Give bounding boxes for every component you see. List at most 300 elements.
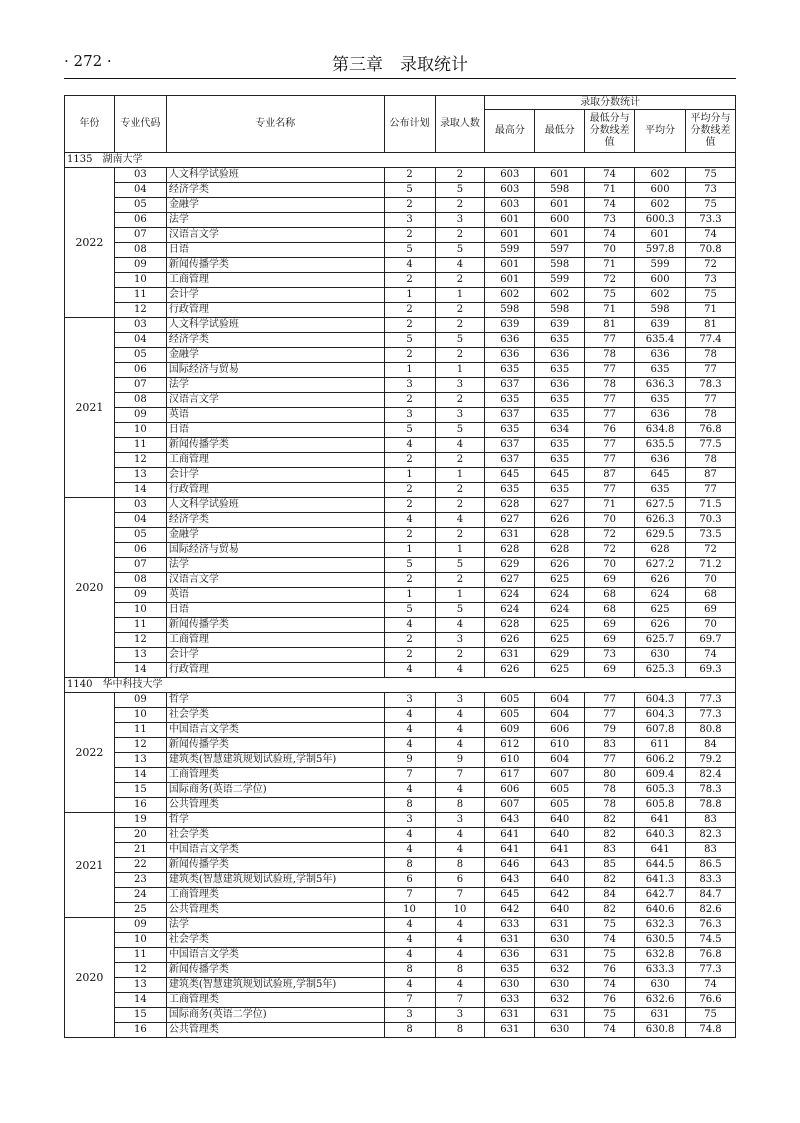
avg-diff-cell: 81 <box>686 318 736 333</box>
max-score-cell: 630 <box>485 978 535 993</box>
table-row <box>65 573 736 588</box>
min-score-cell: 640 <box>535 813 585 828</box>
admitted-cell: 2 <box>435 228 485 243</box>
code-cell: 05 <box>114 198 166 213</box>
max-score-cell: 645 <box>485 468 535 483</box>
avg-score-cell: 639 <box>635 318 686 333</box>
major-name-cell: 新闻传播学类 <box>166 858 384 873</box>
min-score-cell: 635 <box>535 363 585 378</box>
table-row <box>65 618 736 633</box>
avg-score-cell: 624 <box>635 588 686 603</box>
avg-score-cell: 635 <box>635 393 686 408</box>
avg-score-cell: 636.3 <box>635 378 686 393</box>
major-name-cell: 日语 <box>166 423 384 438</box>
min-diff-cell: 83 <box>585 843 635 858</box>
avg-score-cell: 609.4 <box>635 768 686 783</box>
table-row <box>65 483 736 498</box>
max-score-cell: 636 <box>485 333 535 348</box>
major-name-cell: 经济学类 <box>166 183 384 198</box>
table-row <box>65 393 736 408</box>
min-diff-cell: 82 <box>585 813 635 828</box>
page-number: · 272 · <box>64 52 112 70</box>
plan-cell: 4 <box>384 738 435 753</box>
table-row <box>65 543 736 558</box>
plan-cell: 8 <box>384 858 435 873</box>
min-score-cell: 632 <box>535 993 585 1008</box>
table-row <box>65 828 736 843</box>
admitted-cell: 6 <box>435 873 485 888</box>
max-score-cell: 599 <box>485 243 535 258</box>
admitted-cell: 5 <box>435 183 485 198</box>
min-diff-cell: 79 <box>585 723 635 738</box>
major-name-cell: 国际经济与贸易 <box>166 363 384 378</box>
code-cell: 14 <box>114 663 166 678</box>
min-score-cell: 640 <box>535 873 585 888</box>
admitted-cell: 4 <box>435 918 485 933</box>
table-row <box>65 768 736 783</box>
plan-cell: 4 <box>384 723 435 738</box>
code-cell: 25 <box>114 903 166 918</box>
max-score-cell: 642 <box>485 903 535 918</box>
code-cell: 13 <box>114 753 166 768</box>
year-cell: 2020 <box>65 498 115 678</box>
table-row <box>65 198 736 213</box>
avg-diff-cell: 82.3 <box>686 828 736 843</box>
table-row <box>65 288 736 303</box>
min-diff-cell: 76 <box>585 993 635 1008</box>
min-diff-cell: 74 <box>585 978 635 993</box>
admitted-cell: 9 <box>435 753 485 768</box>
min-diff-cell: 77 <box>585 363 635 378</box>
table-row <box>65 1008 736 1023</box>
table-row <box>65 813 736 828</box>
table-row <box>65 243 736 258</box>
chapter-title: 第三章 录取统计 <box>332 55 468 75</box>
min-diff-cell: 71 <box>585 498 635 513</box>
min-score-cell: 636 <box>535 348 585 363</box>
min-score-cell: 635 <box>535 408 585 423</box>
min-score-cell: 625 <box>535 663 585 678</box>
code-cell: 12 <box>114 453 166 468</box>
max-score-cell: 646 <box>485 858 535 873</box>
min-score-cell: 604 <box>535 693 585 708</box>
min-diff-cell: 82 <box>585 903 635 918</box>
admitted-cell: 4 <box>435 258 485 273</box>
max-score-cell: 605 <box>485 693 535 708</box>
table-row <box>65 528 736 543</box>
code-cell: 24 <box>114 888 166 903</box>
major-name-cell: 日语 <box>166 243 384 258</box>
code-cell: 06 <box>114 543 166 558</box>
table-row <box>65 633 736 648</box>
major-name-cell: 中国语言文学类 <box>166 843 384 858</box>
min-diff-cell: 81 <box>585 318 635 333</box>
major-name-cell: 金融学 <box>166 198 384 213</box>
major-name-cell: 行政管理 <box>166 483 384 498</box>
plan-cell: 4 <box>384 918 435 933</box>
avg-diff-cell: 83 <box>686 813 736 828</box>
major-name-cell: 英语 <box>166 408 384 423</box>
table-row <box>65 888 736 903</box>
code-cell: 09 <box>114 258 166 273</box>
admitted-cell: 4 <box>435 948 485 963</box>
table-row <box>65 498 736 513</box>
major-name-cell: 行政管理 <box>166 303 384 318</box>
admitted-cell: 1 <box>435 543 485 558</box>
max-score-cell: 601 <box>485 273 535 288</box>
table-row <box>65 693 736 708</box>
avg-diff-cell: 77 <box>686 363 736 378</box>
min-score-cell: 604 <box>535 753 585 768</box>
avg-diff-cell: 83.3 <box>686 873 736 888</box>
admitted-cell: 8 <box>435 1023 485 1038</box>
max-score-cell: 636 <box>485 948 535 963</box>
max-score-cell: 603 <box>485 168 535 183</box>
plan-cell: 4 <box>384 783 435 798</box>
min-score-cell: 630 <box>535 933 585 948</box>
year-cell: 2022 <box>65 693 115 813</box>
code-cell: 22 <box>114 858 166 873</box>
table-row <box>65 738 736 753</box>
code-cell: 08 <box>114 243 166 258</box>
avg-diff-cell: 77.5 <box>686 438 736 453</box>
avg-score-cell: 636 <box>635 408 686 423</box>
avg-score-cell: 644.5 <box>635 858 686 873</box>
major-name-cell: 工商管理 <box>166 633 384 648</box>
avg-diff-cell: 74 <box>686 228 736 243</box>
min-score-cell: 640 <box>535 903 585 918</box>
table-row <box>65 423 736 438</box>
table-row <box>65 1023 736 1038</box>
min-score-cell: 641 <box>535 843 585 858</box>
major-name-cell: 会计学 <box>166 288 384 303</box>
avg-score-cell: 633.3 <box>635 963 686 978</box>
avg-score-cell: 598 <box>635 303 686 318</box>
major-name-cell: 金融学 <box>166 348 384 363</box>
plan-cell: 2 <box>384 168 435 183</box>
min-diff-cell: 84 <box>585 888 635 903</box>
max-score-cell: 639 <box>485 318 535 333</box>
plan-cell: 2 <box>384 528 435 543</box>
min-diff-cell: 70 <box>585 513 635 528</box>
table-row <box>65 648 736 663</box>
major-name-cell: 会计学 <box>166 648 384 663</box>
max-score-cell: 628 <box>485 498 535 513</box>
max-score-cell: 609 <box>485 723 535 738</box>
min-diff-cell: 70 <box>585 558 635 573</box>
min-diff-cell: 77 <box>585 693 635 708</box>
code-cell: 06 <box>114 213 166 228</box>
code-cell: 04 <box>114 333 166 348</box>
code-cell: 07 <box>114 558 166 573</box>
year-cell: 2021 <box>65 813 115 918</box>
max-score-cell: 626 <box>485 633 535 648</box>
min-diff-cell: 77 <box>585 753 635 768</box>
max-score-cell: 628 <box>485 618 535 633</box>
avg-score-cell: 602 <box>635 168 686 183</box>
col-avg-diff: 平均分与分数线差值 <box>686 110 736 153</box>
admitted-cell: 7 <box>435 993 485 1008</box>
table-row <box>65 933 736 948</box>
plan-cell: 4 <box>384 258 435 273</box>
avg-score-cell: 636 <box>635 348 686 363</box>
min-score-cell: 631 <box>535 918 585 933</box>
plan-cell: 2 <box>384 633 435 648</box>
table-row <box>65 603 736 618</box>
avg-diff-cell: 74.8 <box>686 1023 736 1038</box>
plan-cell: 4 <box>384 843 435 858</box>
min-score-cell: 601 <box>535 198 585 213</box>
avg-diff-cell: 79.2 <box>686 753 736 768</box>
major-name-cell: 人文科学试验班 <box>166 318 384 333</box>
min-diff-cell: 73 <box>585 648 635 663</box>
plan-cell: 4 <box>384 948 435 963</box>
avg-score-cell: 641.3 <box>635 873 686 888</box>
admitted-cell: 1 <box>435 588 485 603</box>
code-cell: 09 <box>114 693 166 708</box>
avg-score-cell: 597.8 <box>635 243 686 258</box>
admitted-cell: 2 <box>435 498 485 513</box>
min-score-cell: 598 <box>535 303 585 318</box>
avg-score-cell: 629.5 <box>635 528 686 543</box>
admitted-cell: 5 <box>435 558 485 573</box>
max-score-cell: 631 <box>485 1008 535 1023</box>
min-diff-cell: 69 <box>585 663 635 678</box>
plan-cell: 4 <box>384 513 435 528</box>
code-cell: 09 <box>114 918 166 933</box>
major-name-cell: 国际商务(英语二学位) <box>166 1008 384 1023</box>
avg-diff-cell: 84 <box>686 738 736 753</box>
plan-cell: 3 <box>384 408 435 423</box>
code-cell: 16 <box>114 798 166 813</box>
table-row <box>65 978 736 993</box>
min-score-cell: 628 <box>535 543 585 558</box>
admitted-cell: 1 <box>435 363 485 378</box>
min-score-cell: 630 <box>535 978 585 993</box>
max-score-cell: 607 <box>485 798 535 813</box>
major-name-cell: 行政管理 <box>166 663 384 678</box>
avg-diff-cell: 76.3 <box>686 918 736 933</box>
avg-score-cell: 607.8 <box>635 723 686 738</box>
avg-diff-cell: 70.3 <box>686 513 736 528</box>
max-score-cell: 641 <box>485 828 535 843</box>
min-diff-cell: 70 <box>585 243 635 258</box>
min-score-cell: 625 <box>535 633 585 648</box>
code-cell: 14 <box>114 483 166 498</box>
min-score-cell: 626 <box>535 513 585 528</box>
max-score-cell: 635 <box>485 393 535 408</box>
admitted-cell: 4 <box>435 618 485 633</box>
max-score-cell: 598 <box>485 303 535 318</box>
plan-cell: 2 <box>384 228 435 243</box>
min-score-cell: 624 <box>535 588 585 603</box>
min-diff-cell: 78 <box>585 348 635 363</box>
table-row <box>65 183 736 198</box>
min-score-cell: 634 <box>535 423 585 438</box>
code-cell: 05 <box>114 528 166 543</box>
plan-cell: 5 <box>384 243 435 258</box>
avg-diff-cell: 72 <box>686 543 736 558</box>
max-score-cell: 602 <box>485 288 535 303</box>
code-cell: 06 <box>114 363 166 378</box>
plan-cell: 9 <box>384 753 435 768</box>
max-score-cell: 643 <box>485 813 535 828</box>
min-diff-cell: 71 <box>585 183 635 198</box>
admitted-cell: 5 <box>435 603 485 618</box>
major-name-cell: 汉语言文学 <box>166 228 384 243</box>
max-score-cell: 610 <box>485 753 535 768</box>
major-name-cell: 会计学 <box>166 468 384 483</box>
avg-diff-cell: 75 <box>686 288 736 303</box>
plan-cell: 3 <box>384 813 435 828</box>
code-cell: 23 <box>114 873 166 888</box>
avg-diff-cell: 75 <box>686 1008 736 1023</box>
avg-score-cell: 630 <box>635 978 686 993</box>
plan-cell: 5 <box>384 558 435 573</box>
max-score-cell: 631 <box>485 648 535 663</box>
col-admitted: 录取人数 <box>435 96 485 153</box>
min-score-cell: 601 <box>535 228 585 243</box>
avg-score-cell: 632.6 <box>635 993 686 1008</box>
min-score-cell: 599 <box>535 273 585 288</box>
major-name-cell: 中国语言文学类 <box>166 948 384 963</box>
code-cell: 13 <box>114 468 166 483</box>
min-score-cell: 628 <box>535 528 585 543</box>
major-name-cell: 社会学类 <box>166 708 384 723</box>
table-row <box>65 513 736 528</box>
table-row <box>65 303 736 318</box>
min-diff-cell: 69 <box>585 618 635 633</box>
table-row <box>65 843 736 858</box>
col-max: 最高分 <box>485 110 535 153</box>
min-score-cell: 640 <box>535 828 585 843</box>
min-diff-cell: 77 <box>585 438 635 453</box>
min-diff-cell: 71 <box>585 303 635 318</box>
code-cell: 10 <box>114 603 166 618</box>
admitted-cell: 2 <box>435 273 485 288</box>
plan-cell: 2 <box>384 198 435 213</box>
major-name-cell: 经济学类 <box>166 333 384 348</box>
max-score-cell: 612 <box>485 738 535 753</box>
avg-diff-cell: 77 <box>686 483 736 498</box>
admitted-cell: 8 <box>435 858 485 873</box>
avg-score-cell: 605.8 <box>635 798 686 813</box>
admitted-cell: 2 <box>435 453 485 468</box>
min-diff-cell: 75 <box>585 918 635 933</box>
avg-diff-cell: 86.5 <box>686 858 736 873</box>
avg-score-cell: 627.5 <box>635 498 686 513</box>
table-row <box>65 723 736 738</box>
table-row <box>65 213 736 228</box>
plan-cell: 5 <box>384 183 435 198</box>
code-cell: 12 <box>114 963 166 978</box>
code-cell: 03 <box>114 318 166 333</box>
plan-cell: 2 <box>384 648 435 663</box>
max-score-cell: 637 <box>485 378 535 393</box>
code-cell: 04 <box>114 513 166 528</box>
admitted-cell: 1 <box>435 288 485 303</box>
table-row <box>65 708 736 723</box>
max-score-cell: 637 <box>485 438 535 453</box>
avg-diff-cell: 70.8 <box>686 243 736 258</box>
major-name-cell: 新闻传播学类 <box>166 963 384 978</box>
code-cell: 12 <box>114 303 166 318</box>
avg-score-cell: 632.3 <box>635 918 686 933</box>
min-diff-cell: 69 <box>585 633 635 648</box>
admitted-cell: 3 <box>435 213 485 228</box>
table-row <box>65 753 736 768</box>
avg-diff-cell: 71.2 <box>686 558 736 573</box>
table-row <box>65 273 736 288</box>
min-score-cell: 631 <box>535 948 585 963</box>
major-name-cell: 法学 <box>166 213 384 228</box>
major-name-cell: 新闻传播学类 <box>166 438 384 453</box>
major-name-cell: 建筑类(智慧建筑规划试验班,学制5年) <box>166 753 384 768</box>
max-score-cell: 635 <box>485 963 535 978</box>
year-cell: 2022 <box>65 168 115 318</box>
max-score-cell: 643 <box>485 873 535 888</box>
col-year: 年份 <box>65 96 115 153</box>
min-diff-cell: 83 <box>585 738 635 753</box>
avg-score-cell: 599 <box>635 258 686 273</box>
max-score-cell: 624 <box>485 603 535 618</box>
admitted-cell: 2 <box>435 303 485 318</box>
admitted-cell: 8 <box>435 963 485 978</box>
min-diff-cell: 85 <box>585 858 635 873</box>
major-name-cell: 法学 <box>166 558 384 573</box>
avg-score-cell: 625.3 <box>635 663 686 678</box>
major-name-cell: 汉语言文学 <box>166 393 384 408</box>
avg-score-cell: 611 <box>635 738 686 753</box>
plan-cell: 10 <box>384 903 435 918</box>
min-score-cell: 643 <box>535 858 585 873</box>
avg-score-cell: 630 <box>635 648 686 663</box>
min-diff-cell: 75 <box>585 288 635 303</box>
major-name-cell: 新闻传播学类 <box>166 258 384 273</box>
avg-diff-cell: 68 <box>686 588 736 603</box>
code-cell: 14 <box>114 768 166 783</box>
max-score-cell: 601 <box>485 213 535 228</box>
plan-cell: 4 <box>384 618 435 633</box>
min-diff-cell: 77 <box>585 708 635 723</box>
university-title: 1135 湖南大学 <box>65 153 736 168</box>
plan-cell: 4 <box>384 663 435 678</box>
avg-score-cell: 641 <box>635 813 686 828</box>
university-row <box>65 153 736 168</box>
avg-diff-cell: 78 <box>686 453 736 468</box>
avg-score-cell: 628 <box>635 543 686 558</box>
avg-diff-cell: 69.7 <box>686 633 736 648</box>
avg-diff-cell: 76.8 <box>686 948 736 963</box>
code-cell: 11 <box>114 288 166 303</box>
avg-diff-cell: 73 <box>686 183 736 198</box>
col-plan: 公布计划 <box>384 96 435 153</box>
plan-cell: 3 <box>384 1008 435 1023</box>
table-row <box>65 903 736 918</box>
table-row <box>65 378 736 393</box>
plan-cell: 3 <box>384 693 435 708</box>
min-diff-cell: 82 <box>585 873 635 888</box>
admitted-cell: 5 <box>435 423 485 438</box>
plan-cell: 5 <box>384 603 435 618</box>
major-name-cell: 工商管理类 <box>166 888 384 903</box>
major-name-cell: 中国语言文学类 <box>166 723 384 738</box>
table-row <box>65 348 736 363</box>
min-score-cell: 639 <box>535 318 585 333</box>
code-cell: 11 <box>114 723 166 738</box>
major-name-cell: 汉语言文学 <box>166 573 384 588</box>
university-title: 1140 华中科技大学 <box>65 678 736 693</box>
